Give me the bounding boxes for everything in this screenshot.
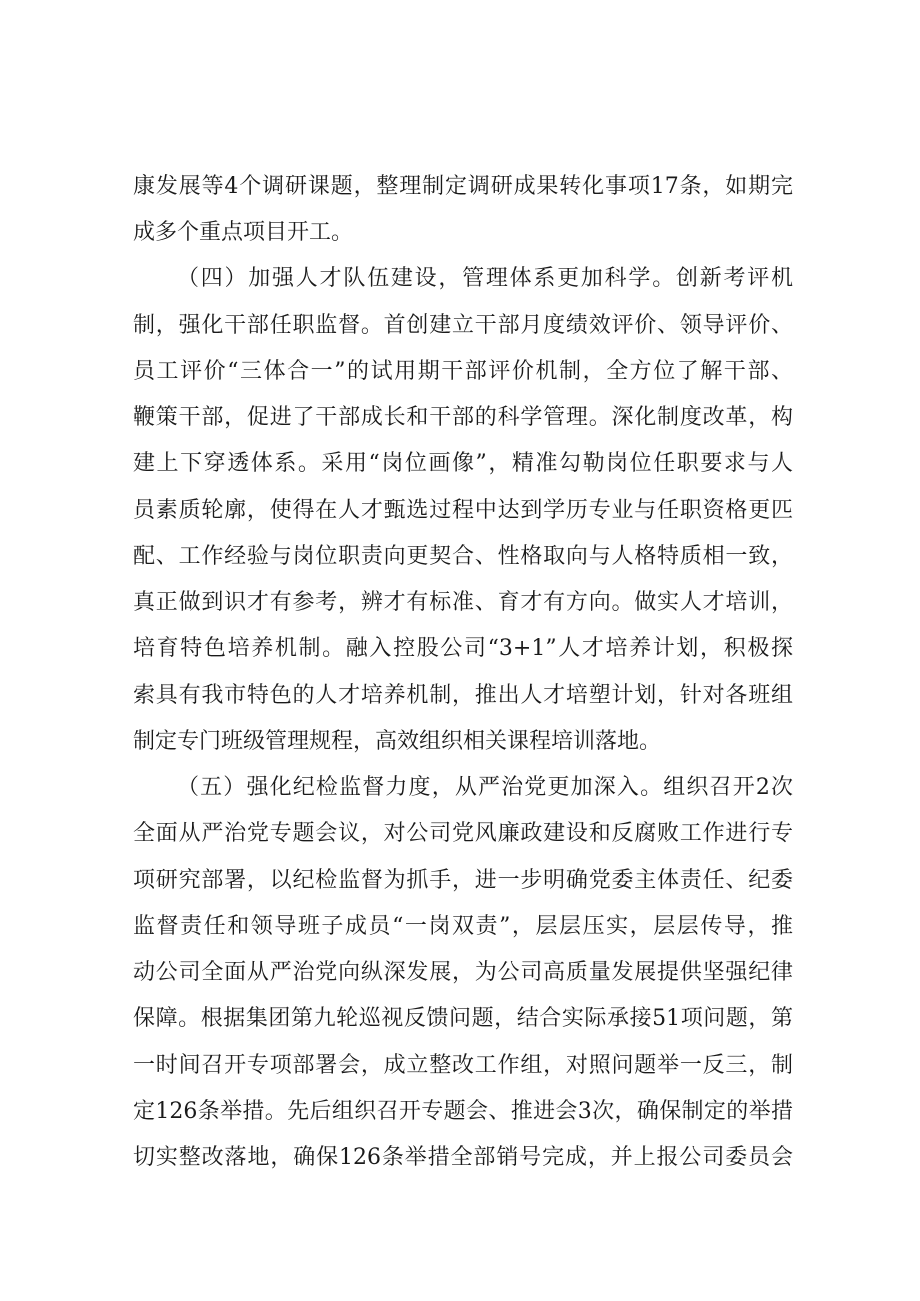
- text-line: 一时间召开专项部署会，成立整改工作组，对照问题举一反三，制: [133, 1053, 793, 1078]
- text-line: 索具有我市特色的人才培养机制，推出人才培塑计划，针对各班组: [133, 683, 793, 708]
- section-heading-5: （五）强化纪检监督力度，从严治党更加深入。组织召开2次: [177, 775, 793, 800]
- text-line: 动公司全面从严治党向纵深发展，为公司高质量发展提供坚强纪律: [133, 960, 793, 985]
- text-line: 配、工作经验与岗位职责向更契合、性格取向与人格特质相一致，: [133, 544, 793, 569]
- section-heading-4: （四）加强人才队伍建设，管理体系更加科学。创新考评机: [177, 266, 793, 291]
- text-line: 员工评价“三体合一”的试用期干部评价机制，全方位了解干部、: [133, 359, 793, 384]
- text-line: 全面从严治党专题会议，对公司党风廉政建设和反腐败工作进行专: [133, 821, 793, 846]
- text-line: 制定专门班级管理规程，高效组织相关课程培训落地。: [133, 729, 662, 754]
- text-line: 康发展等4个调研课题，整理制定调研成果转化事项17条，如期完: [133, 174, 793, 199]
- text-line: 真正做到识才有参考，辨才有标准、育才有方向。做实人才培训，: [133, 590, 793, 615]
- text-line: 保障。根据集团第九轮巡视反馈问题，结合实际承接51项问题，第: [133, 1006, 793, 1031]
- text-line: 项研究部署，以纪检监督为抓手，进一步明确党委主体责任、纪委: [133, 868, 793, 893]
- text-line: 定126条举措。先后组织召开专题会、推进会3次，确保制定的举措: [133, 1099, 793, 1124]
- text-line: 建上下穿透体系。采用“岗位画像”，精准勾勒岗位任职要求与人: [133, 451, 793, 476]
- text-line: 成多个重点项目开工。: [133, 220, 354, 245]
- text-line: 切实整改落地，确保126条举措全部销号完成，并上报公司委员会: [133, 1145, 793, 1170]
- text-line: 制，强化干部任职监督。首创建立干部月度绩效评价、领导评价、: [133, 313, 793, 338]
- text-line: 培育特色培养机制。融入控股公司“3+1”人才培养计划，积极探: [133, 636, 793, 661]
- text-line: 员素质轮廓，使得在人才甄选过程中达到学历专业与任职资格更匹: [133, 498, 793, 523]
- text-line: 监督责任和领导班子成员“一岗双责”，层层压实，层层传导，推: [133, 914, 793, 939]
- text-line: 鞭策干部，促进了干部成长和干部的科学管理。深化制度改革，构: [133, 405, 793, 430]
